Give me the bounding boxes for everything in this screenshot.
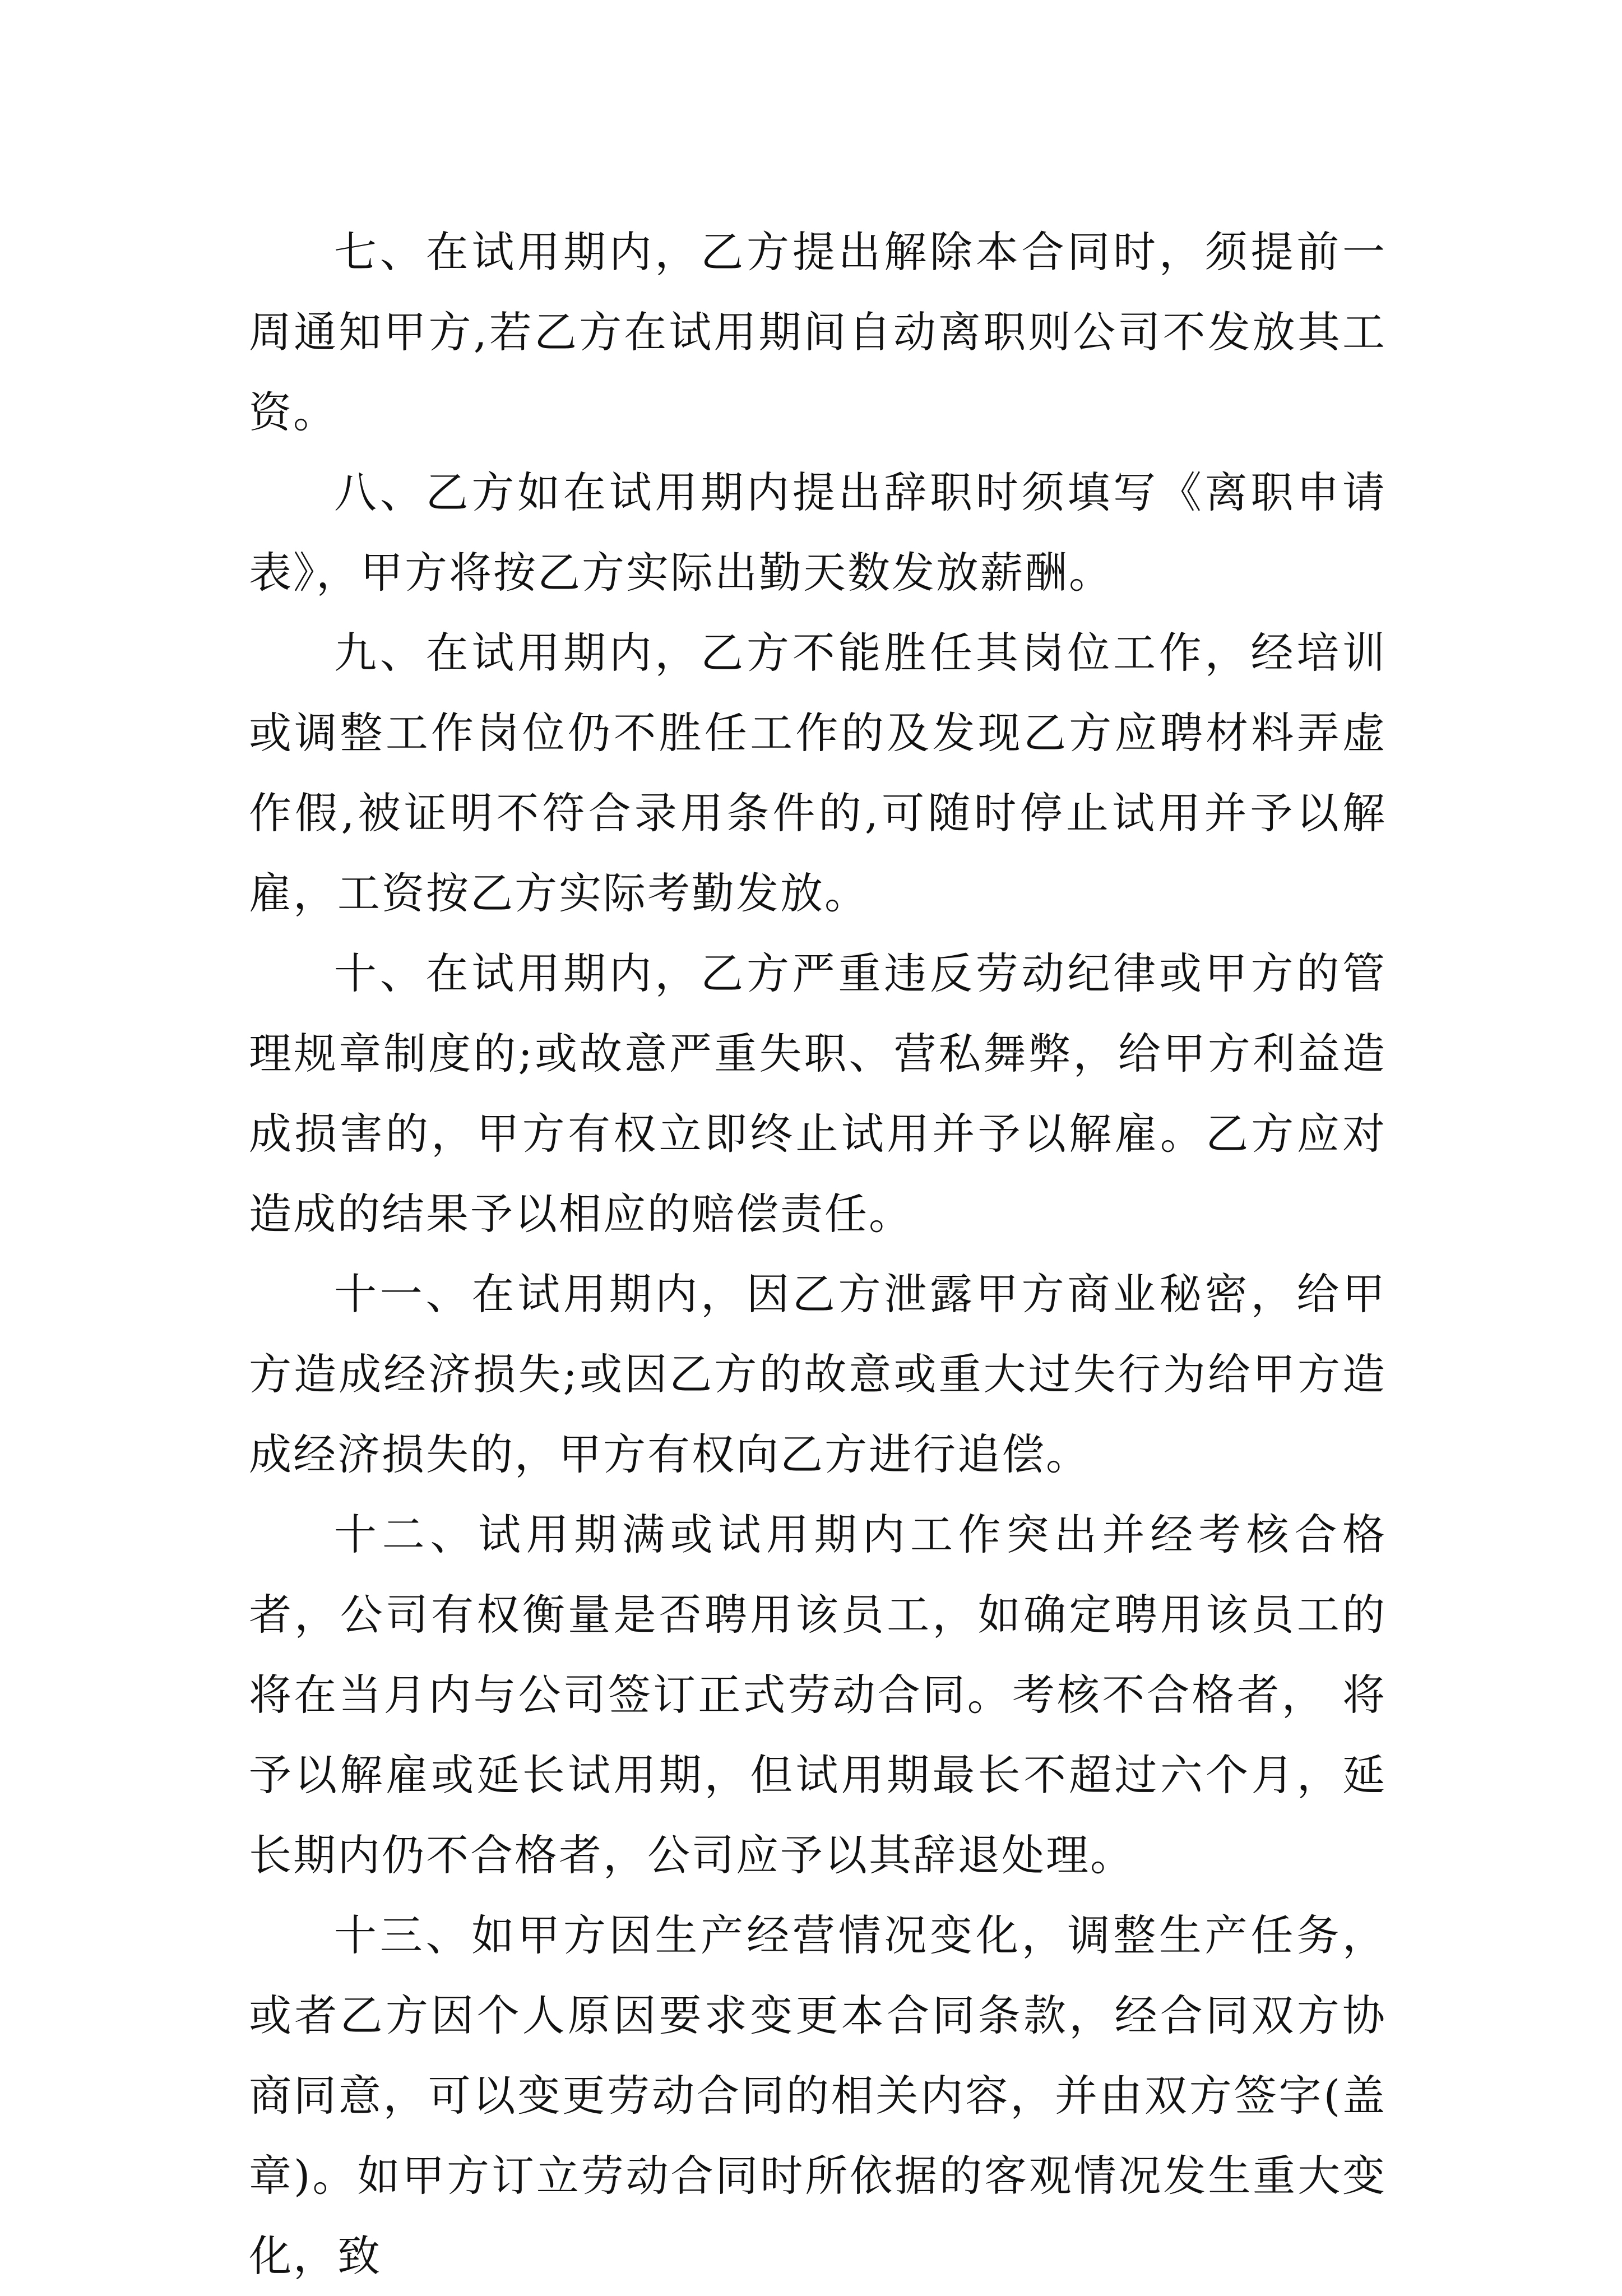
contract-text <box>249 212 1387 2296</box>
clause-10: 十、在试用期内，乙方严重违反劳动纪律或甲方的管理规章制度的;或故意严重失职、营私舞弊，给甲方利益造成损害的，甲方有权立即终止试用并予以解雇。乙方应对造成的结果予以相应的赔偿责任。 <box>249 948 1387 1239</box>
clause-11: 十一、在试用期内，因乙方泄露甲方商业秘密，给甲方造成经济损失;或因乙方的故意或重大过失行为给甲方造成经济损失的，甲方有权向乙方进行追偿。 <box>249 1269 1387 1479</box>
clause-12: 十二、试用期满或试用期内工作突出并经考核合格者，公司有权衡量是否聘用该员工，如确定聘用该员工的将在当月内与公司签订正式劳动合同。考核不合格者， 将予以解雇或延长试用期，但试用期最长不超过六个月，延长期内仍不合格者，公司应予以其辞退处理。 <box>249 1510 1387 1880</box>
clause-13: 十三、如甲方因生产经营情况变化，调整生产任务，或者乙方因个人原因要求变更本合同条款，经合同双方协商同意，可以变更劳动合同的相关内容，并由双方签字(盖章)。如甲方订立劳动合同时所依据的客观情况发生重大变化，致 <box>249 1910 1387 2281</box>
clause-9: 九、在试用期内，乙方不能胜任其岗位工作，经培训或调整工作岗位仍不胜任工作的及发现乙方应聘材料弄虚作假,被证明不符合录用条件的,可随时停止试用并予以解雇，工资按乙方实际考勤发放。 <box>249 628 1387 918</box>
clause-7: 七、在试用期内，乙方提出解除本合同时，须提前一周通知甲方,若乙方在试用期间自动离职则公司不发放其工资。 <box>249 227 1387 437</box>
clause-8: 八、乙方如在试用期内提出辞职时须填写《离职申请表》，甲方将按乙方实际出勤天数发放薪酬。 <box>249 467 1387 598</box>
